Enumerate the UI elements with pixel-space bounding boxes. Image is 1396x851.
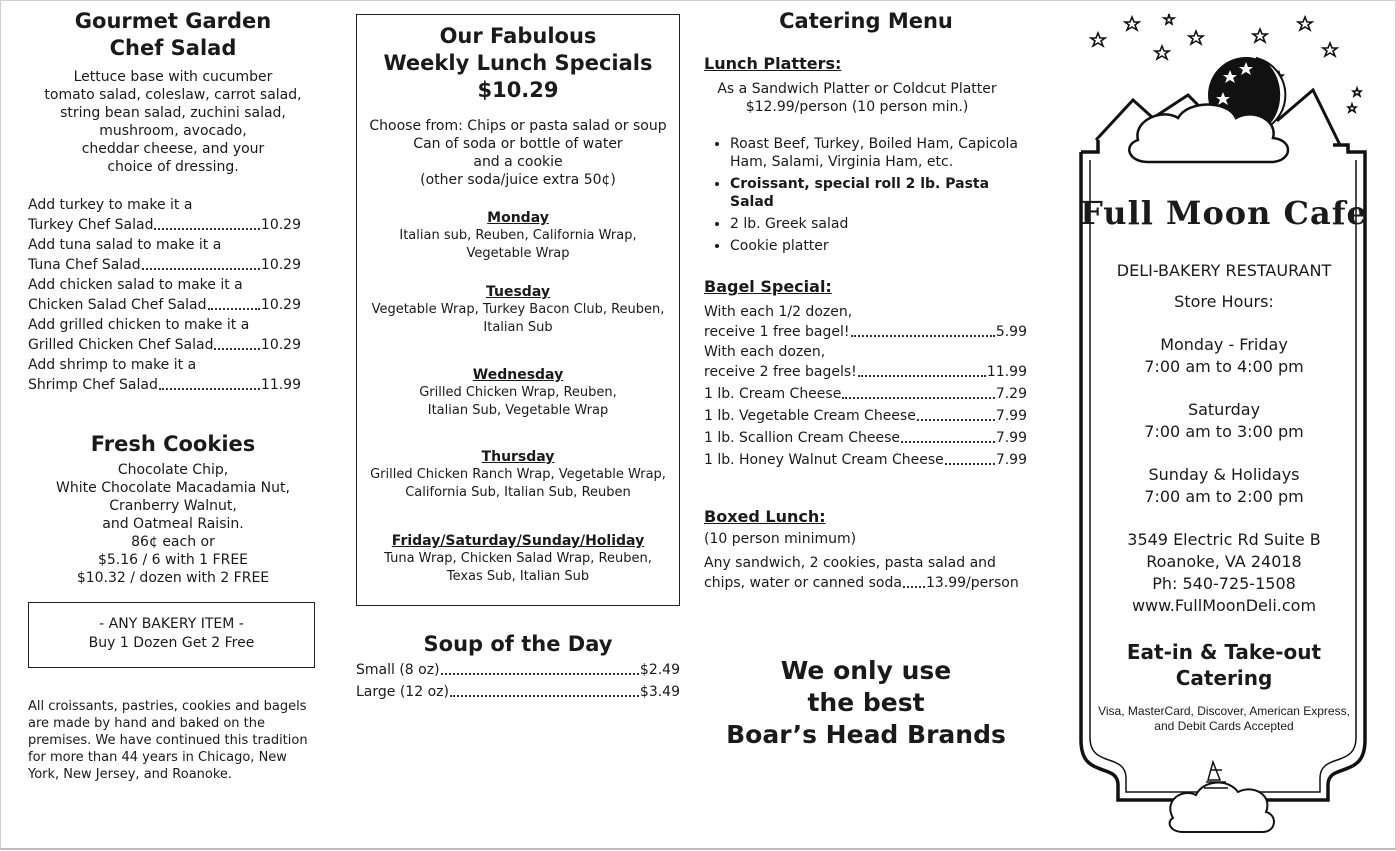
day-item-line: Italian Sub [483, 320, 553, 335]
brand-subtitle: DELI-BAKERY RESTAURANT [1116, 261, 1332, 280]
choose-line: and a cookie [473, 154, 563, 170]
bagel-row [704, 406, 1027, 426]
bagel-price: 7.99 [995, 408, 1027, 424]
bagel-item: 1 lb. Honey Walnut Cream Cheese [704, 452, 944, 468]
day-item-line: Vegetable Wrap [466, 246, 570, 261]
cake-cloud-icon [1170, 762, 1274, 832]
tradition-line: York, New Jersey, and Roanoke. [28, 767, 233, 782]
platter-items [704, 135, 1030, 259]
boxed-row [704, 573, 1027, 593]
tradition-line: premises. We have continued this tradition [28, 733, 308, 748]
website-link[interactable]: www.FullMoonDeli.com [1131, 596, 1317, 615]
salad-desc-line: string bean salad, zuchini salad, [60, 105, 286, 121]
cookie-line: White Chocolate Macadamia Nut, [56, 480, 290, 496]
specials-title-line1: Our Fabulous [439, 24, 597, 48]
soup-row [356, 660, 680, 680]
salad-option-price: 10.29 [260, 257, 301, 273]
salad-option-price: 10.29 [260, 337, 301, 353]
cookie-line: Chocolate Chip, [117, 462, 229, 478]
day-tuesday [357, 283, 679, 337]
bagel-special-list [704, 302, 1027, 470]
day-thursday [357, 448, 679, 502]
boxed-item: chips, water or canned soda [704, 575, 902, 591]
salad-option-price: 10.29 [260, 217, 301, 233]
salad-option-intro: Add tuna salad to make it a [28, 237, 222, 253]
salad-option-price: 11.99 [260, 377, 301, 393]
salad-option-intro: Add chicken salad to make it a [28, 277, 243, 293]
salad-description [28, 68, 318, 176]
soup-title: Soup of the Day [423, 632, 613, 656]
day-heading: Monday [487, 210, 549, 226]
salad-option-name: Shrimp Chef Salad [28, 377, 158, 393]
boxed-lunch-desc [704, 529, 1027, 593]
contact-info [1078, 529, 1370, 617]
salad-desc-line: choice of dressing. [107, 159, 239, 175]
cookie-line: 86¢ each or [131, 534, 215, 550]
day-monday [357, 209, 679, 263]
cookie-line: and Oatmeal Raisin. [102, 516, 244, 532]
specials-price: $10.29 [477, 78, 559, 102]
specials-title [357, 23, 679, 104]
salad-desc-line: Lettuce base with cucumber [73, 69, 273, 85]
choose-line: (other soda/juice extra 50¢) [420, 172, 616, 188]
salad-options [28, 195, 301, 395]
boxed-line1: Any sandwich, 2 cookies, pasta salad and [704, 555, 996, 571]
bagel-price: 7.29 [995, 386, 1027, 402]
bagel-row [704, 362, 1027, 382]
bagel-row [704, 428, 1027, 448]
boars-line3: Boar’s Head Brands [726, 720, 1006, 749]
day-item-line: Grilled Chicken Wrap, Reuben, [419, 385, 617, 400]
address-line1: 3549 Electric Rd Suite B [1127, 530, 1321, 549]
bagel-special-heading: Bagel Special: [704, 277, 832, 296]
platter-item: • Croissant, special roll 2 lb. Pasta Salad [730, 175, 1030, 211]
specials-title-line2: Weekly Lunch Specials [383, 51, 653, 75]
boxed-price: 13.99/person [925, 575, 1019, 591]
hours-saturday [1078, 399, 1370, 443]
salad-option-name: Chicken Salad Chef Salad [28, 297, 207, 313]
salad-desc-line: tomato salad, coleslaw, carrot salad, [44, 87, 302, 103]
salad-title-line2: Chef Salad [109, 36, 237, 60]
specials-choose [357, 117, 679, 189]
bagel-item: 1 lb. Vegetable Cream Cheese [704, 408, 916, 424]
cards-line2: and Debit Cards Accepted [1154, 719, 1294, 733]
platters-line2: $12.99/person (10 person min.) [745, 99, 969, 115]
bagel-row-intro: With each 1/2 dozen, [704, 304, 853, 320]
soup-prices [356, 660, 680, 702]
soup-row [356, 682, 680, 702]
brand-name: Full Moon Cafe [1080, 194, 1368, 232]
weekly-specials-box [356, 14, 680, 606]
address-line2: Roanoke, VA 24018 [1146, 552, 1302, 571]
platters-line1: As a Sandwich Platter or Coldcut Platter [717, 81, 997, 97]
store-hours-label: Store Hours: [1174, 292, 1274, 311]
cards-line1: Visa, MasterCard, Discover, American Express, [1098, 704, 1350, 718]
day-item-line: Grilled Chicken Ranch Wrap, Vegetable Wrap, [370, 467, 666, 482]
lunch-platters-desc [704, 80, 1010, 116]
soup-price: $3.49 [639, 684, 680, 700]
soup-price: $2.49 [639, 662, 680, 678]
cards-accepted [1078, 704, 1370, 734]
phone-number: Ph: 540-725-1508 [1152, 574, 1296, 593]
tradition-line: for more than 44 years in Chicago, New [28, 750, 287, 765]
salad-title-line1: Gourmet Garden [74, 9, 272, 33]
day-item-line: Italian Sub, Vegetable Wrap [427, 403, 609, 418]
bagel-price: 7.99 [995, 430, 1027, 446]
boxed-minimum: (10 person minimum) [704, 531, 857, 547]
cookie-line: $5.16 / 6 with 1 FREE [97, 552, 249, 568]
platter-item: • Cookie platter [730, 237, 1030, 255]
salad-option-name: Tuna Chef Salad [28, 257, 141, 273]
bagel-item: receive 2 free bagels! [704, 364, 857, 380]
choose-line: Can of soda or bottle of water [413, 136, 623, 152]
salad-option-intro: Add grilled chicken to make it a [28, 317, 250, 333]
day-item-line: California Sub, Italian Sub, Reuben [405, 485, 631, 500]
bagel-row [704, 450, 1027, 470]
salad-option-price: 10.29 [260, 297, 301, 313]
day-heading: Tuesday [486, 284, 550, 300]
day-heading: Wednesday [472, 367, 564, 383]
lunch-platters-heading: Lunch Platters: [704, 54, 842, 73]
tradition-note [28, 698, 323, 783]
tradition-line: All croissants, pastries, cookies and bagels [28, 699, 307, 714]
eat-in-line1: Eat-in & Take-out [1126, 640, 1322, 664]
day-friday-holiday [357, 532, 679, 586]
soup-size: Small (8 oz) [356, 662, 440, 678]
hours-sunday [1078, 464, 1370, 508]
tradition-line: are made by hand and baked on the [28, 716, 265, 731]
catering-title: Catering Menu [779, 9, 953, 33]
hours-weekday [1078, 334, 1370, 378]
bagel-row [704, 384, 1027, 404]
bakery-offer-box [28, 602, 315, 668]
salad-option-row [28, 295, 301, 315]
platter-item: • Roast Beef, Turkey, Boiled Ham, Capicola Ham, Salami, Virginia Ham, etc. [730, 135, 1030, 171]
cookies-title: Fresh Cookies [90, 432, 256, 456]
soup-size: Large (12 oz) [356, 684, 449, 700]
bakery-offer-line1: - ANY BAKERY ITEM - [99, 616, 244, 632]
bagel-price: 11.99 [986, 364, 1027, 380]
bagel-item: 1 lb. Cream Cheese [704, 386, 842, 402]
eat-in-line2: Catering [1175, 666, 1273, 690]
day-item-line: Texas Sub, Italian Sub [446, 569, 590, 584]
day-heading: Thursday [481, 449, 555, 465]
day-item-line: Italian sub, Reuben, California Wrap, [399, 228, 637, 243]
salad-option-intro: Add shrimp to make it a [28, 357, 197, 373]
bagel-price: 5.99 [995, 324, 1027, 340]
salad-option-row [28, 255, 301, 275]
bakery-offer-line2: Buy 1 Dozen Get 2 Free [88, 635, 255, 651]
cookies-list [28, 461, 318, 587]
boxed-lunch-heading: Boxed Lunch: [704, 507, 826, 526]
salad-desc-line: mushroom, avocado, [99, 123, 247, 139]
bagel-item: receive 1 free bagel! [704, 324, 850, 340]
salad-desc-line: cheddar cheese, and your [81, 141, 265, 157]
hours-days: Monday - Friday [1160, 335, 1288, 354]
platter-item: • 2 lb. Greek salad [730, 215, 1030, 233]
cookie-line: $10.32 / dozen with 2 FREE [76, 570, 270, 586]
salad-option-name: Grilled Chicken Chef Salad [28, 337, 214, 353]
salad-title [28, 8, 318, 62]
bagel-price: 7.99 [995, 452, 1027, 468]
day-item-line: Tuna Wrap, Chicken Salad Wrap, Reuben, [384, 551, 652, 566]
bagel-row [704, 322, 1027, 342]
day-item-line: Vegetable Wrap, Turkey Bacon Club, Reuben, [371, 302, 665, 317]
boars-line2: the best [807, 688, 925, 717]
salad-option-row [28, 335, 301, 355]
salad-option-row [28, 215, 301, 235]
salad-option-name: Turkey Chef Salad [28, 217, 154, 233]
salad-option-intro: Add turkey to make it a [28, 197, 193, 213]
day-wednesday [357, 366, 679, 420]
cookie-line: Cranberry Walnut, [109, 498, 237, 514]
hours-days: Sunday & Holidays [1148, 465, 1300, 484]
bagel-row-intro: With each dozen, [704, 344, 826, 360]
bagel-item: 1 lb. Scallion Cream Cheese [704, 430, 901, 446]
choose-line: Choose from: Chips or pasta salad or soup [369, 118, 667, 134]
eat-in-catering [1078, 639, 1370, 691]
boars-line1: We only use [780, 656, 952, 685]
hours-time: 7:00 am to 3:00 pm [1144, 422, 1304, 441]
day-heading: Friday/Saturday/Sunday/Holiday [391, 533, 645, 549]
boars-head-note [704, 655, 1028, 751]
hours-time: 7:00 am to 2:00 pm [1144, 487, 1304, 506]
hours-time: 7:00 am to 4:00 pm [1144, 357, 1304, 376]
salad-option-row [28, 375, 301, 395]
hours-days: Saturday [1187, 400, 1261, 419]
